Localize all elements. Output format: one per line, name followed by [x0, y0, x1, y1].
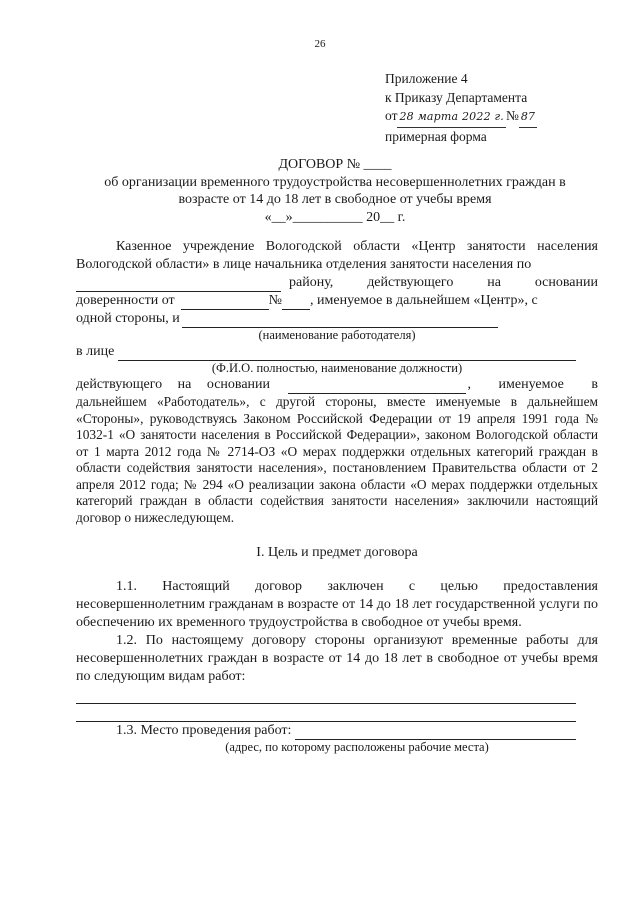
poa-number-blank — [282, 296, 310, 310]
contract-heading: ДОГОВОР № ____ — [278, 157, 392, 172]
handwritten-number: 87 — [519, 108, 537, 128]
acting-rest: , именуемое в — [467, 377, 598, 392]
contract-body — [76, 238, 598, 755]
appendix-date-line — [385, 107, 537, 128]
work-place-label: 1.3. Место проведения работ: — [116, 723, 292, 738]
poa-number-label: № — [268, 293, 283, 308]
fio-caption: (Ф.И.О. полностью, наименование должности) — [211, 361, 463, 375]
representative-line — [76, 343, 598, 361]
contract-title — [60, 156, 610, 226]
acting-basis-blank — [288, 380, 466, 394]
poa-label: доверенности от — [76, 293, 175, 308]
other-party-label: одной стороны, и — [76, 311, 180, 326]
appendix-order-ref: к Приказу Департамента — [385, 89, 528, 105]
handwritten-date: 28 марта 2022 г. — [397, 108, 505, 128]
address-caption: (адрес, по которому расположены рабочие места) — [225, 740, 489, 754]
district-text: району, действующего на основании — [289, 275, 598, 290]
poa-date-blank — [181, 296, 269, 310]
from-prefix: от — [385, 108, 398, 123]
appendix-form-note: примерная форма — [385, 128, 487, 144]
number-prefix: № — [505, 108, 519, 123]
section-heading: I. Цель и предмет договора — [256, 545, 418, 560]
clause-1-1: 1.1. Настоящий договор заключен с целью предоставления несовершеннолетним гражданам в возрасте от 14 до 18 лет государственной услуги по обеспечению их временного трудоустройства в свободное от учебы время. — [76, 579, 598, 630]
legal-basis-paragraph: дальнейшем «Работодатель», с другой стороны, вместе именуемые в дальнейшем «Стороны», руководствуясь Законом Российской Федерации от 19 апреля 1991 года № 1032-1 «О занятости населения в Российской Федерации», законом Вологодской области от 1 марта 2012 года № 2714-ОЗ «О мерах поддержки отдельных категорий граждан в области содействия занятости населения», постановлением Правительства области от 2 апреля 2012 года; № 294 «О реализации закона области «О мерах поддержки отдельных категорий граждан в области содействия занятости населения» заключили настоящий договор о нижеследующем. — [76, 394, 598, 525]
appendix-title: Приложение 4 — [385, 71, 468, 86]
page-number: 26 — [314, 38, 326, 50]
clause-1-2: 1.2. По настоящему договору стороны организуют временные работы для несовершеннолетних граждан в возрасте от 14 до 18 лет в свободное от учебы время по следующим видам работ: — [76, 633, 598, 684]
employer-caption: (наименование работодателя) — [258, 328, 416, 342]
contract-date: «__»__________ 20__ г. — [264, 209, 406, 225]
work-types-blank-1 — [76, 686, 576, 704]
acting-basis-line — [76, 376, 598, 394]
representative-blank — [118, 347, 576, 361]
contract-subject-line2: возрасте от 14 до 18 лет в свободное от учебы время — [178, 192, 492, 207]
district-line — [76, 274, 598, 292]
employer-blank — [182, 314, 498, 328]
work-types-blank-2 — [76, 704, 576, 722]
power-of-attorney-line — [76, 292, 598, 310]
appendix-block — [385, 70, 537, 146]
work-place-blank — [295, 726, 576, 740]
poa-rest: , именуемое в дальнейшем «Центр», с — [310, 293, 538, 308]
district-blank — [76, 278, 281, 292]
contract-subject-line1: об организации временного трудоустройства несовершеннолетних граждан в — [104, 174, 566, 190]
intro-paragraph: Казенное учреждение Вологодской области «Центр занятости населения Вологодской области» в лице начальника отделения занятости населения по — [76, 239, 598, 272]
other-party-line — [76, 310, 598, 328]
acting-label: действующего на основании — [76, 377, 271, 392]
representative-label: в лице — [76, 344, 115, 359]
work-place-line — [76, 722, 598, 740]
